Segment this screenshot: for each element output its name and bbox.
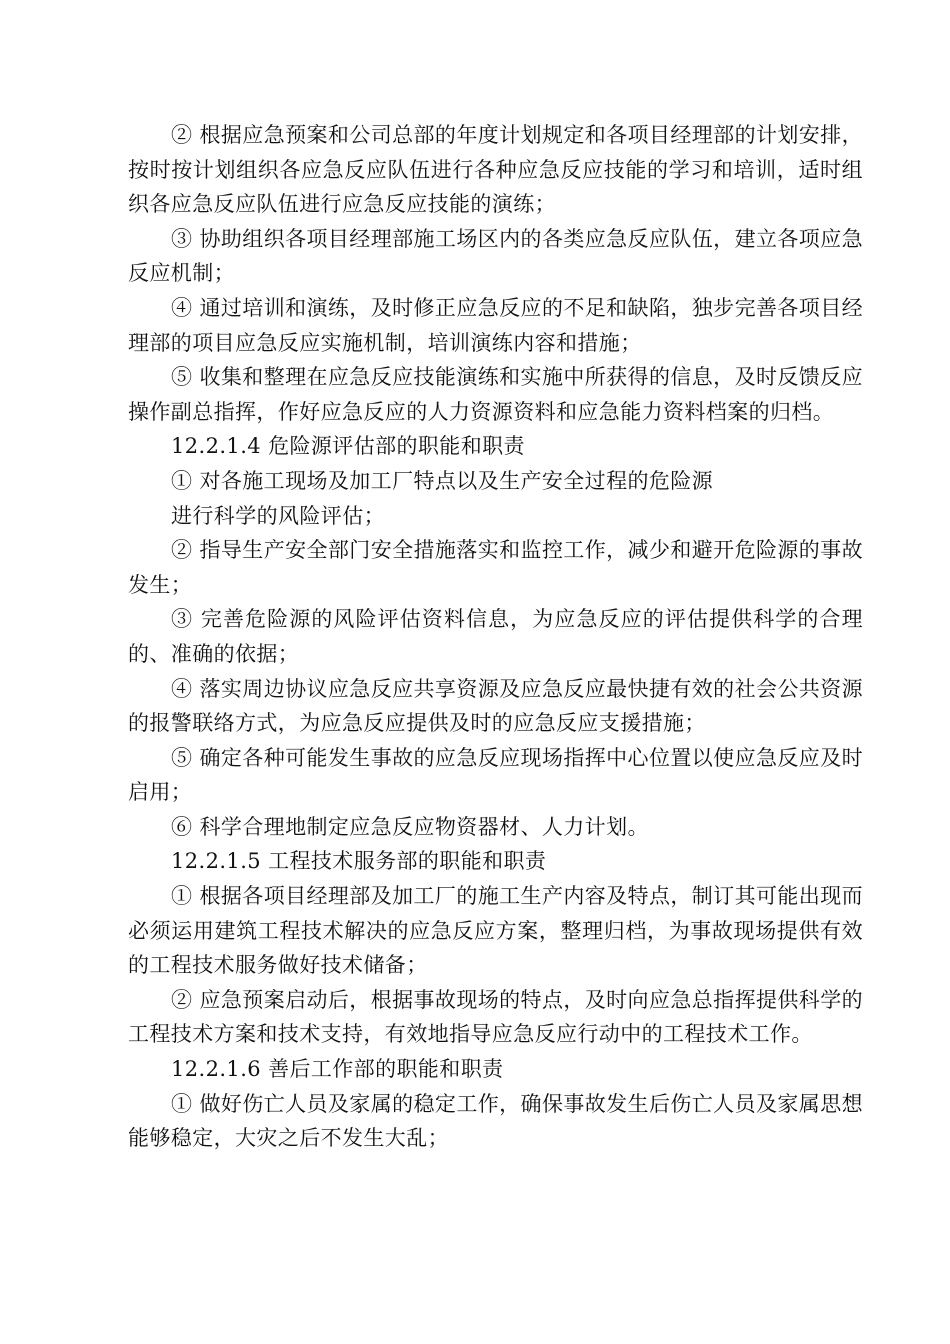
paragraph-item-3: ③ 完善危险源的风险评估资料信息，为应急反应的评估提供科学的合理的、准确的依据；	[128, 607, 863, 666]
section-heading-12-2-1-4: 12.2.1.4 危险源评估部的职能和职责	[171, 434, 525, 459]
paragraph-continuation: 进行科学的风险评估；	[171, 503, 385, 528]
paragraph-item-1: ① 根据各项目经理部及加工厂的施工生产内容及特点，制订其可能出现而必须运用建筑工程技术解决的应急反应方案，整理归档，为事故现场提供有效的工程技术服务做好技术储备；	[128, 884, 863, 978]
paragraph-item-5: ⑤ 收集和整理在应急反应技能演练和实施中所获得的信息，及时反馈反应操作副总指挥，作好应急反应的人力资源资料和应急能力资料档案的归档。	[128, 365, 863, 424]
paragraph-item-2: ② 根据应急预案和公司总部的年度计划规定和各项目经理部的计划安排，按时按计划组织各应急反应队伍进行各种应急反应技能的学习和培训，适时组织各应急反应队伍进行应急反应技能的演练；	[128, 123, 863, 217]
document-body	[128, 118, 863, 1156]
paragraph-item-6: ⑥ 科学合理地制定应急反应物资器材、人力计划。	[171, 814, 649, 839]
paragraph-item-2: ② 应急预案启动后，根据事故现场的特点，及时向应急总指挥提供科学的工程技术方案和技术支持，有效地指导应急反应行动中的工程技术工作。	[128, 987, 863, 1047]
paragraph-item-4: ④ 通过培训和演练，及时修正应急反应的不足和缺陷，独步完善各项目经理部的项目应急反应实施机制，培训演练内容和措施；	[128, 295, 863, 355]
paragraph-item-2: ② 指导生产安全部门安全措施落实和监控工作，减少和避开危险源的事故发生；	[128, 538, 863, 597]
paragraph-item-5: ⑤ 确定各种可能发生事故的应急反应现场指挥中心位置以使应急反应及时启用；	[128, 745, 863, 805]
section-heading-12-2-1-6: 12.2.1.6 善后工作部的职能和职责	[171, 1057, 504, 1082]
paragraph-item-1: ① 做好伤亡人员及家属的稳定工作，确保事故发生后伤亡人员及家属思想能够稳定，大灾之后不发生大乱；	[128, 1091, 863, 1151]
paragraph-item-3: ③ 协助组织各项目经理部施工场区内的各类应急反应队伍，建立各项应急反应机制；	[128, 226, 863, 286]
section-heading-12-2-1-5: 12.2.1.5 工程技术服务部的职能和职责	[171, 849, 547, 874]
paragraph-item-4: ④ 落实周边协议应急反应共享资源及应急反应最快捷有效的社会公共资源的报警联络方式，为应急反应提供及时的应急反应支援措施；	[128, 676, 863, 736]
paragraph-item-1: ① 对各施工现场及加工厂特点以及生产安全过程的危险源	[171, 468, 714, 493]
